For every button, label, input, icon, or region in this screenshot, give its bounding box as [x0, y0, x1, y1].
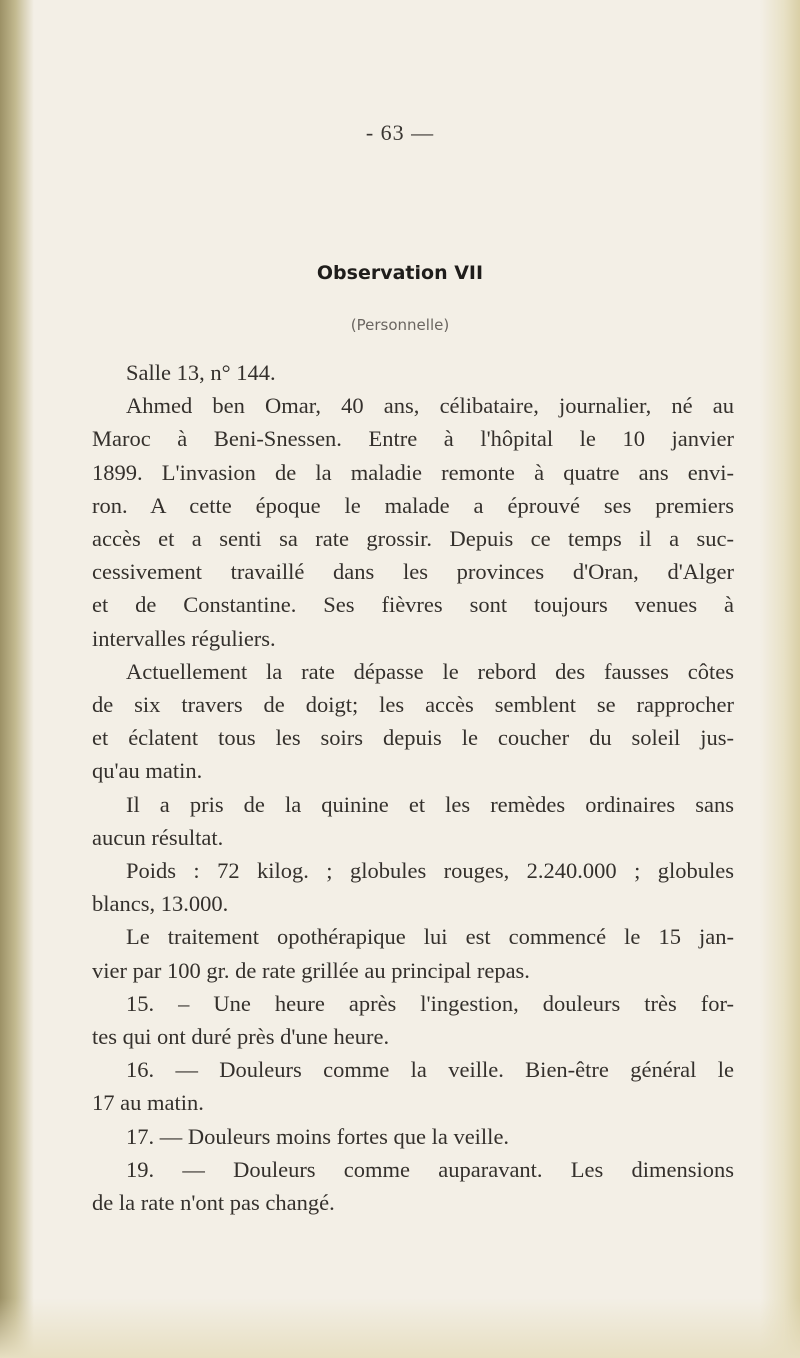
page-number: - 63 — [365, 120, 435, 145]
text-line: blancs, 13.000. [92, 891, 229, 917]
text-line: tes qui ont duré près d'une heure. [92, 1024, 390, 1050]
observation-body [92, 356, 734, 1219]
text-line: Il a pris de la quinine et les remèdes ordinaires sans [126, 791, 734, 817]
text-line: cessivement travaillé dans les provinces d'Oran, d'Alger [92, 559, 734, 585]
text-line: et éclatent tous les soirs depuis le coucher du soleil jus- [92, 725, 734, 751]
text-line: qu'au matin. [92, 758, 203, 784]
page-edge-shadow-left [0, 0, 34, 1358]
text-line: 17 au matin. [92, 1090, 204, 1116]
text-line: vier par 100 gr. de rate grillée au principal repas. [92, 957, 530, 983]
text-line: de six travers de doigt; les accès semblent se rapprocher [92, 692, 734, 718]
observation-title: Observation VII [316, 262, 484, 284]
text-line: Maroc à Beni-Snessen. Entre à l'hôpital le 10 janvier [92, 426, 734, 452]
text-line: accès et a senti sa rate grossir. Depuis ce temps il a suc- [92, 526, 734, 552]
text-line: Salle 13, n° 144. [126, 360, 276, 385]
text-line: Poids : 72 kilog. ; globules rouges, 2.240.000 ; globules [126, 858, 734, 884]
page-edge-shadow-bottom [0, 1298, 800, 1358]
text-line: et de Constantine. Ses fièvres sont toujours venues à [92, 592, 734, 618]
page-edge-shadow-right [760, 0, 800, 1358]
text-line: 16. — Douleurs comme la veille. Bien-être général le [126, 1057, 734, 1083]
text-line: Ahmed ben Omar, 40 ans, célibataire, journalier, né au [126, 393, 734, 419]
text-line: ron. A cette époque le malade a éprouvé ses premiers [92, 492, 734, 518]
text-line: Actuellement la rate dépasse le rebord des fausses côtes [126, 658, 734, 684]
text-line: 1899. L'invasion de la maladie remonte à quatre ans envi- [92, 459, 734, 485]
observation-subtitle: (Personnelle) [350, 316, 450, 334]
text-line: 19. — Douleurs comme auparavant. Les dimensions [126, 1156, 734, 1182]
text-line: 15. – Une heure après l'ingestion, douleurs très for- [126, 990, 734, 1016]
text-line: Le traitement opothérapique lui est commencé le 15 jan- [126, 924, 734, 950]
text-line: 17. — Douleurs moins fortes que la veille. [126, 1123, 510, 1149]
text-line: de la rate n'ont pas changé. [92, 1190, 335, 1216]
text-line: intervalles réguliers. [92, 625, 276, 651]
text-line: aucun résultat. [92, 824, 224, 850]
